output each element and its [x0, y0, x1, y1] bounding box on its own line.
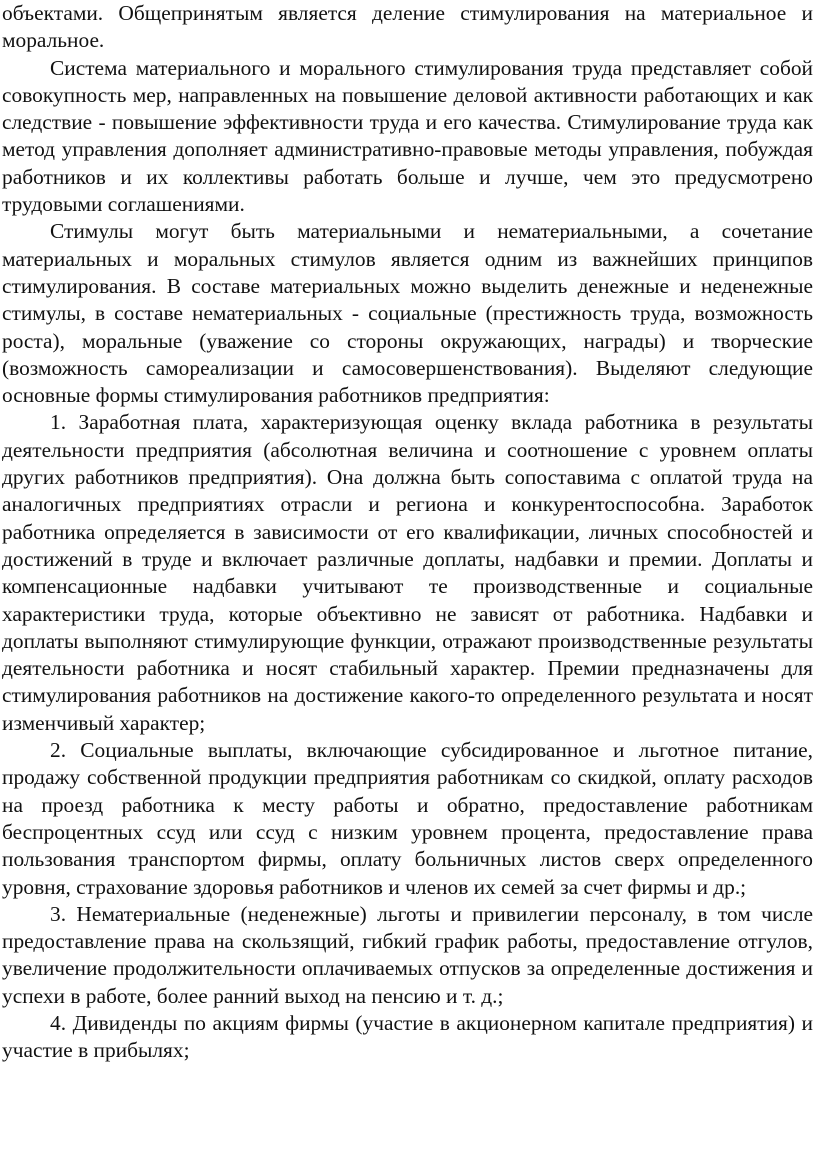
list-item-non-material-benefits: 3. Нематериальные (неденежные) льготы и привилегии персоналу, в том числе предоставление права на скользящий, гибкий график работы, предоставление отгулов, увеличение продолжительности оплачиваемых отпусков за определенные достижения и успехи в работе, более ранний выход на пенсию и т. д.; — [2, 901, 813, 1008]
list-item-social-payments: 2. Социальные выплаты, включающие субсидированное и льготное питание, продажу собственной продукции предприятия работникам со скидкой, оплату расходов на проезд работника к месту работы и обратно, предоставление работникам беспроцентных ссуд или ссуд с низким уровнем процента, предоставление права пользования транспортом фирмы, оплату больничных листов сверх определенного уровня, страхование здоровья работников и членов их семей за счет фирмы и др.; — [2, 738, 813, 899]
paragraph-stimulus-types: Стимулы могут быть материальными и нематериальными, а сочетание материальных и моральных стимулов является одним из важнейших принципов стимулирования. В составе материальных можно выделить денежные и неденежные стимулы, в составе нематериальных - социальные (престижность труда, возможность роста), моральные (уважение со стороны окружающих, награды) и творческие (возможность самореализации и самосовершенствования). Выделяют следующие основные формы стимулирования работников предприятия: — [2, 219, 813, 408]
paragraph-intro-continuation: объектами. Общепринятым является деление стимулирования на материальное и моральное. — [2, 1, 813, 53]
paragraph-stimulation-system: Система материального и морального стимулирования труда представляет собой совокупность мер, направленных на повышение деловой активности работающих и как следствие - повышение эффективности труда и его качества. Стимулирование труда как метод управления дополняет административно-правовые методы управления, побуждая работников и их коллективы работать больше и лучше, чем это предусмотрено трудовыми соглашениями. — [2, 55, 813, 217]
list-item-dividends: 4. Дивиденды по акциям фирмы (участие в акционерном капитале предприятия) и участие в прибылях; — [2, 1010, 813, 1063]
list-item-wages: 1. Заработная плата, характеризующая оценку вклада работника в результаты деятельности предприятия (абсолютная величина и соотношение с уровнем оплаты других работников предприятия). Она должна быть сопоставима с оплатой труда на аналогичных предприятиях отрасли и региона и конкурентоспособна. Заработок работника определяется в зависимости от его квалификации, личных способностей и достижений в труде и включает различные доплаты, надбавки и премии. Доплаты и компенсационные надбавки учитывают те производственные и социальные характеристики труда, которые объективно не зависят от работника. Надбавки и доплаты выполняют стимулирующие функции, отражают производственные результаты деятельности работника и носят стабильный характер. Премии предназначены для стимулирования работников на достижение какого-то определенного результата и носят изменчивый характер; — [2, 410, 813, 735]
